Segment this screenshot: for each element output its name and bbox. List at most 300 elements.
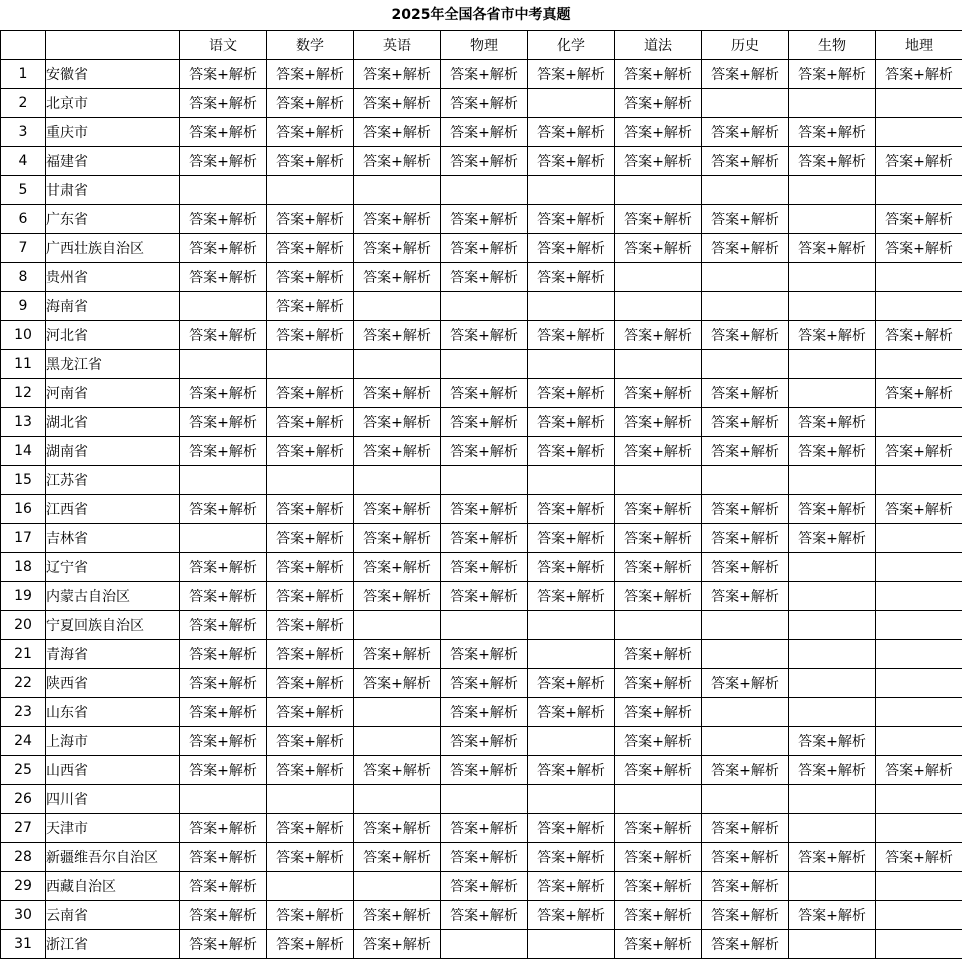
province-name: 广西壮族自治区 (46, 234, 180, 263)
subject-cell (441, 669, 528, 698)
table-row (1, 176, 962, 205)
answer-link[interactable]: 答案+解析 (711, 386, 779, 402)
row-number: 10 (1, 321, 46, 350)
row-number: 13 (1, 408, 46, 437)
subject-cell (267, 292, 354, 321)
answer-link[interactable]: 答案+解析 (624, 328, 692, 344)
subject-cell (876, 814, 962, 843)
answer-link[interactable]: 答案+解析 (537, 676, 605, 692)
answer-link[interactable]: 答案+解析 (363, 821, 431, 837)
subject-cell (702, 901, 789, 930)
subject-cell (528, 872, 615, 901)
subject-cell (267, 205, 354, 234)
answer-link[interactable]: 答案+解析 (624, 241, 692, 257)
table-row (1, 727, 962, 756)
answer-link[interactable]: 答案+解析 (450, 154, 518, 170)
subject-cell (615, 379, 702, 408)
subject-cell (876, 756, 962, 785)
answer-link[interactable]: 答案+解析 (624, 154, 692, 170)
subject-cell (441, 176, 528, 205)
subject-cell (528, 321, 615, 350)
answer-link[interactable]: 答案+解析 (624, 444, 692, 460)
answer-link[interactable]: 答案+解析 (537, 879, 605, 895)
subject-cell (876, 553, 962, 582)
subject-cell (876, 727, 962, 756)
answer-link[interactable]: 答案+解析 (363, 67, 431, 83)
answer-link[interactable]: 答案+解析 (276, 821, 344, 837)
subject-cell (267, 118, 354, 147)
answer-link[interactable]: 答案+解析 (363, 502, 431, 518)
answer-link[interactable]: 答案+解析 (450, 212, 518, 228)
subject-cell (528, 234, 615, 263)
subject-cell (354, 292, 441, 321)
answer-link[interactable]: 答案+解析 (189, 67, 257, 83)
answer-link[interactable]: 答案+解析 (711, 850, 779, 866)
province-name: 海南省 (46, 292, 180, 321)
answer-link[interactable]: 答案+解析 (276, 415, 344, 431)
answer-link[interactable]: 答案+解析 (276, 531, 344, 547)
subject-cell (789, 640, 876, 669)
answer-link[interactable]: 答案+解析 (189, 154, 257, 170)
answer-link[interactable]: 答案+解析 (276, 125, 344, 141)
subject-cell (528, 466, 615, 495)
subject-cell (789, 843, 876, 872)
subject-cell (789, 89, 876, 118)
answer-link[interactable]: 答案+解析 (711, 908, 779, 924)
answer-link[interactable]: 答案+解析 (363, 386, 431, 402)
subject-cell (441, 553, 528, 582)
answer-link[interactable]: 答案+解析 (189, 212, 257, 228)
answer-link[interactable]: 答案+解析 (885, 241, 953, 257)
answer-link[interactable]: 答案+解析 (450, 705, 518, 721)
province-name: 山东省 (46, 698, 180, 727)
answer-link[interactable]: 答案+解析 (624, 937, 692, 953)
answer-link[interactable]: 答案+解析 (798, 241, 866, 257)
answer-link[interactable]: 答案+解析 (363, 96, 431, 112)
subject-cell (180, 872, 267, 901)
subject-cell (615, 582, 702, 611)
answer-link[interactable]: 答案+解析 (711, 937, 779, 953)
subject-cell (528, 698, 615, 727)
answer-link[interactable]: 答案+解析 (885, 212, 953, 228)
answer-link[interactable]: 答案+解析 (885, 67, 953, 83)
answer-link[interactable]: 答案+解析 (450, 821, 518, 837)
answer-link[interactable]: 答案+解析 (189, 908, 257, 924)
answer-link[interactable]: 答案+解析 (798, 125, 866, 141)
answer-link[interactable]: 答案+解析 (276, 328, 344, 344)
answer-link[interactable]: 答案+解析 (276, 502, 344, 518)
answer-link[interactable]: 答案+解析 (624, 647, 692, 663)
answer-link[interactable]: 答案+解析 (363, 676, 431, 692)
answer-link[interactable]: 答案+解析 (450, 415, 518, 431)
answer-link[interactable]: 答案+解析 (537, 821, 605, 837)
answer-link[interactable]: 答案+解析 (624, 67, 692, 83)
answer-link[interactable]: 答案+解析 (189, 415, 257, 431)
answer-link[interactable]: 答案+解析 (624, 502, 692, 518)
answer-link[interactable]: 答案+解析 (711, 763, 779, 779)
answer-link[interactable]: 答案+解析 (798, 850, 866, 866)
answer-link[interactable]: 答案+解析 (537, 328, 605, 344)
subject-cell (354, 698, 441, 727)
answer-link[interactable]: 答案+解析 (711, 212, 779, 228)
subject-cell (267, 89, 354, 118)
answer-link[interactable]: 答案+解析 (711, 328, 779, 344)
row-number: 28 (1, 843, 46, 872)
answer-link[interactable]: 答案+解析 (189, 618, 257, 634)
answer-link[interactable]: 答案+解析 (798, 531, 866, 547)
answer-link[interactable]: 答案+解析 (711, 589, 779, 605)
answer-link[interactable]: 答案+解析 (450, 560, 518, 576)
subject-cell (528, 60, 615, 89)
answer-link[interactable]: 答案+解析 (537, 270, 605, 286)
answer-link[interactable]: 答案+解析 (798, 763, 866, 779)
answer-link[interactable]: 答案+解析 (276, 299, 344, 315)
answer-link[interactable]: 答案+解析 (537, 444, 605, 460)
row-number: 24 (1, 727, 46, 756)
row-number: 30 (1, 901, 46, 930)
answer-link[interactable]: 答案+解析 (363, 415, 431, 431)
answer-link[interactable]: 答案+解析 (624, 125, 692, 141)
answer-link[interactable]: 答案+解析 (363, 908, 431, 924)
answer-link[interactable]: 答案+解析 (276, 618, 344, 634)
answer-link[interactable]: 答案+解析 (537, 241, 605, 257)
answer-link[interactable]: 答案+解析 (276, 444, 344, 460)
subject-cell (267, 814, 354, 843)
answer-link[interactable]: 答案+解析 (276, 96, 344, 112)
answer-link[interactable]: 答案+解析 (798, 328, 866, 344)
subject-cell (789, 495, 876, 524)
answer-link[interactable]: 答案+解析 (189, 502, 257, 518)
answer-link[interactable]: 答案+解析 (450, 386, 518, 402)
answer-link[interactable]: 答案+解析 (189, 241, 257, 257)
answer-link[interactable]: 答案+解析 (363, 647, 431, 663)
subject-cell (267, 930, 354, 959)
subject-cell (702, 727, 789, 756)
answer-link[interactable]: 答案+解析 (189, 879, 257, 895)
answer-link[interactable]: 答案+解析 (537, 125, 605, 141)
answer-link[interactable]: 答案+解析 (363, 531, 431, 547)
answer-link[interactable]: 答案+解析 (276, 241, 344, 257)
subject-cell (354, 669, 441, 698)
answer-link[interactable]: 答案+解析 (189, 734, 257, 750)
table-row (1, 60, 962, 89)
table-row (1, 147, 962, 176)
province-name: 天津市 (46, 814, 180, 843)
answer-link[interactable]: 答案+解析 (276, 908, 344, 924)
answer-link[interactable]: 答案+解析 (885, 328, 953, 344)
subject-cell (441, 582, 528, 611)
province-name: 福建省 (46, 147, 180, 176)
answer-link[interactable]: 答案+解析 (711, 821, 779, 837)
answer-link[interactable]: 答案+解析 (711, 560, 779, 576)
answer-link[interactable]: 答案+解析 (276, 270, 344, 286)
answer-link[interactable]: 答案+解析 (711, 531, 779, 547)
answer-link[interactable]: 答案+解析 (711, 154, 779, 170)
answer-link[interactable]: 答案+解析 (624, 821, 692, 837)
answer-link[interactable]: 答案+解析 (798, 444, 866, 460)
answer-link[interactable]: 答案+解析 (276, 676, 344, 692)
answer-link[interactable]: 答案+解析 (624, 763, 692, 779)
answer-link[interactable]: 答案+解析 (363, 270, 431, 286)
answer-link[interactable]: 答案+解析 (885, 502, 953, 518)
subject-cell (354, 611, 441, 640)
subject-cell (267, 147, 354, 176)
answer-link[interactable]: 答案+解析 (276, 734, 344, 750)
answer-link[interactable]: 答案+解析 (189, 647, 257, 663)
answer-link[interactable]: 答案+解析 (189, 937, 257, 953)
answer-link[interactable]: 答案+解析 (450, 908, 518, 924)
answer-link[interactable]: 答案+解析 (537, 502, 605, 518)
subject-cell (702, 437, 789, 466)
answer-link[interactable]: 答案+解析 (624, 560, 692, 576)
answer-link[interactable]: 答案+解析 (189, 589, 257, 605)
table-row (1, 495, 962, 524)
table-row (1, 466, 962, 495)
province-name: 陕西省 (46, 669, 180, 698)
subject-cell (267, 234, 354, 263)
answer-link[interactable]: 答案+解析 (537, 212, 605, 228)
answer-link[interactable]: 答案+解析 (276, 67, 344, 83)
answer-link[interactable]: 答案+解析 (624, 705, 692, 721)
answer-link[interactable]: 答案+解析 (276, 763, 344, 779)
answer-link[interactable]: 答案+解析 (537, 67, 605, 83)
subject-cell (876, 901, 962, 930)
answer-link[interactable]: 答案+解析 (363, 444, 431, 460)
answer-link[interactable]: 答案+解析 (624, 589, 692, 605)
answer-link[interactable]: 答案+解析 (276, 589, 344, 605)
answer-link[interactable]: 答案+解析 (537, 531, 605, 547)
answer-link[interactable]: 答案+解析 (450, 328, 518, 344)
subject-cell (180, 205, 267, 234)
answer-link[interactable]: 答案+解析 (537, 386, 605, 402)
answer-link[interactable]: 答案+解析 (885, 763, 953, 779)
subject-cell (441, 698, 528, 727)
answer-link[interactable]: 答案+解析 (363, 937, 431, 953)
answer-link[interactable]: 答案+解析 (624, 734, 692, 750)
answer-link[interactable]: 答案+解析 (450, 241, 518, 257)
subject-cell (702, 843, 789, 872)
answer-link[interactable]: 答案+解析 (189, 96, 257, 112)
row-number: 19 (1, 582, 46, 611)
answer-link[interactable]: 答案+解析 (450, 763, 518, 779)
answer-link[interactable]: 答案+解析 (624, 531, 692, 547)
row-number: 18 (1, 553, 46, 582)
subject-cell (789, 176, 876, 205)
answer-link[interactable]: 答案+解析 (624, 96, 692, 112)
subject-cell (354, 727, 441, 756)
subject-cell (876, 292, 962, 321)
subject-cell (354, 263, 441, 292)
answer-link[interactable]: 答案+解析 (189, 444, 257, 460)
answer-link[interactable]: 答案+解析 (276, 154, 344, 170)
province-name: 河南省 (46, 379, 180, 408)
answer-link[interactable]: 答案+解析 (189, 125, 257, 141)
answer-link[interactable]: 答案+解析 (189, 821, 257, 837)
answer-link[interactable]: 答案+解析 (363, 154, 431, 170)
answer-link[interactable]: 答案+解析 (276, 647, 344, 663)
answer-link[interactable]: 答案+解析 (885, 850, 953, 866)
answer-link[interactable]: 答案+解析 (363, 560, 431, 576)
subject-cell (267, 756, 354, 785)
subject-cell (180, 60, 267, 89)
answer-link[interactable]: 答案+解析 (624, 212, 692, 228)
answer-link[interactable]: 答案+解析 (450, 67, 518, 83)
subject-cell (267, 843, 354, 872)
subject-cell (267, 379, 354, 408)
subject-cell (267, 176, 354, 205)
header-blank-num (1, 31, 46, 60)
answer-link[interactable]: 答案+解析 (450, 96, 518, 112)
subject-cell (615, 89, 702, 118)
answer-link[interactable]: 答案+解析 (450, 444, 518, 460)
answer-link[interactable]: 答案+解析 (450, 850, 518, 866)
answer-link[interactable]: 答案+解析 (711, 444, 779, 460)
province-name: 内蒙古自治区 (46, 582, 180, 611)
subject-cell (615, 234, 702, 263)
answer-link[interactable]: 答案+解析 (450, 125, 518, 141)
answer-link[interactable]: 答案+解析 (363, 212, 431, 228)
answer-link[interactable]: 答案+解析 (537, 908, 605, 924)
subject-cell (180, 843, 267, 872)
answer-link[interactable]: 答案+解析 (363, 241, 431, 257)
subject-header: 物理 (441, 31, 528, 60)
answer-link[interactable]: 答案+解析 (450, 531, 518, 547)
subject-cell (702, 524, 789, 553)
subject-cell (876, 640, 962, 669)
answer-link[interactable]: 答案+解析 (189, 850, 257, 866)
answer-link[interactable]: 答案+解析 (711, 67, 779, 83)
subject-cell (354, 437, 441, 466)
answer-link[interactable]: 答案+解析 (798, 415, 866, 431)
answer-link[interactable]: 答案+解析 (189, 560, 257, 576)
subject-cell (354, 60, 441, 89)
subject-cell (354, 89, 441, 118)
subject-cell (876, 379, 962, 408)
answer-link[interactable]: 答案+解析 (450, 270, 518, 286)
answer-link[interactable]: 答案+解析 (276, 705, 344, 721)
subject-cell (615, 408, 702, 437)
answer-link[interactable]: 答案+解析 (537, 560, 605, 576)
subject-cell (180, 89, 267, 118)
subject-cell (267, 901, 354, 930)
answer-link[interactable]: 答案+解析 (624, 386, 692, 402)
answer-link[interactable]: 答案+解析 (537, 154, 605, 170)
answer-link[interactable]: 答案+解析 (624, 415, 692, 431)
answer-link[interactable]: 答案+解析 (537, 705, 605, 721)
answer-link[interactable]: 答案+解析 (363, 328, 431, 344)
province-name: 重庆市 (46, 118, 180, 147)
row-number: 27 (1, 814, 46, 843)
answer-link[interactable]: 答案+解析 (189, 386, 257, 402)
answer-link[interactable]: 答案+解析 (624, 879, 692, 895)
answer-link[interactable]: 答案+解析 (711, 502, 779, 518)
subject-cell (441, 640, 528, 669)
table-row (1, 350, 962, 379)
answer-link[interactable]: 答案+解析 (189, 270, 257, 286)
answer-link[interactable]: 答案+解析 (711, 415, 779, 431)
subject-cell (615, 640, 702, 669)
answer-link[interactable]: 答案+解析 (363, 589, 431, 605)
answer-link[interactable]: 答案+解析 (450, 589, 518, 605)
answer-link[interactable]: 答案+解析 (276, 386, 344, 402)
subject-cell (615, 756, 702, 785)
subject-cell (615, 901, 702, 930)
table-row (1, 901, 962, 930)
subject-cell (441, 727, 528, 756)
answer-link[interactable]: 答案+解析 (537, 850, 605, 866)
answer-link[interactable]: 答案+解析 (276, 212, 344, 228)
answer-link[interactable]: 答案+解析 (189, 763, 257, 779)
answer-link[interactable]: 答案+解析 (711, 676, 779, 692)
answer-link[interactable]: 答案+解析 (711, 879, 779, 895)
answer-link[interactable]: 答案+解析 (711, 241, 779, 257)
answer-link[interactable]: 答案+解析 (798, 154, 866, 170)
answer-link[interactable]: 答案+解析 (798, 908, 866, 924)
subject-cell (789, 756, 876, 785)
subject-cell (354, 524, 441, 553)
answer-link[interactable]: 答案+解析 (363, 850, 431, 866)
subject-cell (528, 843, 615, 872)
row-number: 1 (1, 60, 46, 89)
subject-cell (180, 379, 267, 408)
answer-link[interactable]: 答案+解析 (537, 415, 605, 431)
subject-cell (789, 118, 876, 147)
subject-cell (702, 408, 789, 437)
answer-link[interactable]: 答案+解析 (450, 502, 518, 518)
answer-link[interactable]: 答案+解析 (189, 328, 257, 344)
answer-link[interactable]: 答案+解析 (624, 850, 692, 866)
subject-header: 数学 (267, 31, 354, 60)
answer-link[interactable]: 答案+解析 (189, 705, 257, 721)
subject-cell (876, 321, 962, 350)
subject-cell (354, 321, 441, 350)
answer-link[interactable]: 答案+解析 (276, 560, 344, 576)
answer-link[interactable]: 答案+解析 (537, 589, 605, 605)
subject-cell (354, 640, 441, 669)
answer-link[interactable]: 答案+解析 (276, 850, 344, 866)
answer-link[interactable]: 答案+解析 (450, 647, 518, 663)
answer-link[interactable]: 答案+解析 (276, 937, 344, 953)
answer-link[interactable]: 答案+解析 (885, 154, 953, 170)
answer-link[interactable]: 答案+解析 (711, 125, 779, 141)
row-number: 12 (1, 379, 46, 408)
subject-cell (354, 176, 441, 205)
answer-link[interactable]: 答案+解析 (363, 125, 431, 141)
answer-link[interactable]: 答案+解析 (624, 908, 692, 924)
row-number: 11 (1, 350, 46, 379)
subject-cell (702, 698, 789, 727)
subject-cell (180, 234, 267, 263)
answer-link[interactable]: 答案+解析 (624, 676, 692, 692)
answer-link[interactable]: 答案+解析 (450, 676, 518, 692)
subject-cell (876, 495, 962, 524)
subject-cell (615, 205, 702, 234)
header-blank-province (46, 31, 180, 60)
answer-link[interactable]: 答案+解析 (885, 386, 953, 402)
answer-link[interactable]: 答案+解析 (798, 734, 866, 750)
answer-link[interactable]: 答案+解析 (798, 502, 866, 518)
answer-link[interactable]: 答案+解析 (798, 67, 866, 83)
answer-link[interactable]: 答案+解析 (363, 763, 431, 779)
province-name: 云南省 (46, 901, 180, 930)
answer-link[interactable]: 答案+解析 (189, 676, 257, 692)
answer-link[interactable]: 答案+解析 (450, 879, 518, 895)
answer-link[interactable]: 答案+解析 (537, 763, 605, 779)
answer-link[interactable]: 答案+解析 (885, 444, 953, 460)
subject-cell (789, 321, 876, 350)
subject-cell (528, 611, 615, 640)
answer-link[interactable]: 答案+解析 (450, 734, 518, 750)
